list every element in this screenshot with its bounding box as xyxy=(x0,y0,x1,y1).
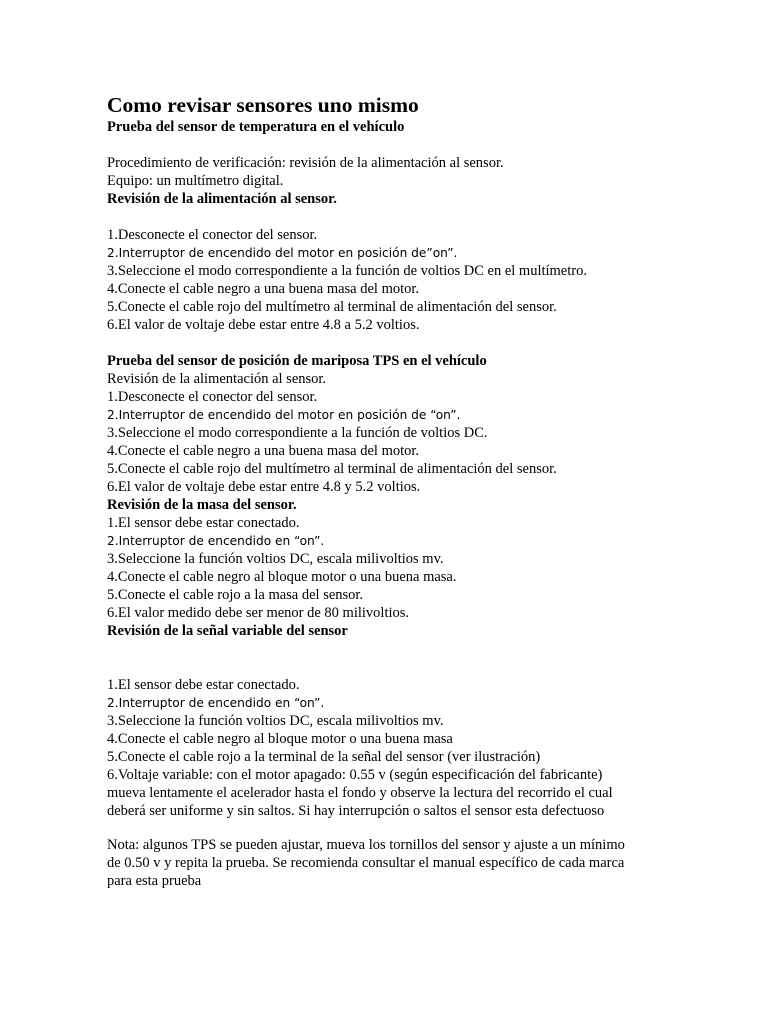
tps-supply-step: 2.Interruptor de encendido del motor en posición de “on”. xyxy=(107,408,461,422)
tps-supply-step: 3.Seleccione el modo correspondiente a la función de voltios DC. xyxy=(107,425,488,441)
ground-step: 5.Conecte el cable rojo a la masa del sensor. xyxy=(107,587,364,603)
temp-step: 5.Conecte el cable rojo del multímetro al terminal de alimentación del sensor. xyxy=(107,299,557,315)
temp-step: 1.Desconecte el conector del sensor. xyxy=(107,227,318,243)
signal-step-6: 6.Voltaje variable: con el motor apagado: 0.55 v (según especificación del fabricante) xyxy=(107,767,603,783)
tps-supply-step: 6.El valor de voltaje debe estar entre 4.8 y 5.2 voltios. xyxy=(107,479,421,495)
procedure-text: Procedimiento de verificación: revisión de la alimentación al sensor. xyxy=(107,155,504,171)
ground-step: 1.El sensor debe estar conectado. xyxy=(107,515,300,531)
signal-heading: Revisión de la señal variable del sensor xyxy=(107,623,348,639)
ground-step: 4.Conecte el cable negro al bloque motor o una buena masa. xyxy=(107,569,457,585)
note-line: Nota: algunos TPS se pueden ajustar, mueva los tornillos del sensor y ajuste a un mínimo xyxy=(107,837,625,853)
signal-step-6: mueva lentamente el acelerador hasta el fondo y observe la lectura del recorrido el cual xyxy=(107,785,613,801)
note-line: de 0.50 v y repita la prueba. Se recomienda consultar el manual específico de cada marca xyxy=(107,855,625,871)
ground-step: 3.Seleccione la función voltios DC, escala milivoltios mv. xyxy=(107,551,444,567)
ground-step: 6.El valor medido debe ser menor de 80 milivoltios. xyxy=(107,605,410,621)
ground-heading: Revisión de la masa del sensor. xyxy=(107,497,297,513)
signal-step: 4.Conecte el cable negro al bloque motor o una buena masa xyxy=(107,731,453,747)
supply-heading: Revisión de la alimentación al sensor. xyxy=(107,191,337,207)
temp-step: 6.El valor de voltaje debe estar entre 4.8 a 5.2 voltios. xyxy=(107,317,420,333)
tps-supply-step: 1.Desconecte el conector del sensor. xyxy=(107,389,318,405)
tps-heading: Prueba del sensor de posición de mariposa TPS en el vehículo xyxy=(107,353,487,369)
signal-step: 3.Seleccione la función voltios DC, escala milivoltios mv. xyxy=(107,713,444,729)
temp-step: 2.Interruptor de encendido del motor en posición de”on”. xyxy=(107,246,458,260)
page-title: Como revisar sensores uno mismo xyxy=(107,93,419,117)
temp-step: 4.Conecte el cable negro a una buena masa del motor. xyxy=(107,281,420,297)
note-line: para esta prueba xyxy=(107,873,202,889)
signal-step: 5.Conecte el cable rojo a la terminal de la señal del sensor (ver ilustración) xyxy=(107,749,541,765)
tps-supply-label: Revisión de la alimentación al sensor. xyxy=(107,371,327,387)
signal-step-6: deberá ser uniforme y sin saltos. Si hay interrupción o saltos el sensor esta defectuoso xyxy=(107,803,605,819)
tps-supply-step: 5.Conecte el cable rojo del multímetro al terminal de alimentación del sensor. xyxy=(107,461,557,477)
ground-step: 2.Interruptor de encendido en “on”. xyxy=(107,534,325,548)
section-subtitle: Prueba del sensor de temperatura en el vehículo xyxy=(107,119,405,135)
equipment-text: Equipo: un multímetro digital. xyxy=(107,173,284,189)
signal-step: 1.El sensor debe estar conectado. xyxy=(107,677,300,693)
tps-supply-step: 4.Conecte el cable negro a una buena masa del motor. xyxy=(107,443,420,459)
document-body xyxy=(107,92,667,890)
signal-step: 2.Interruptor de encendido en “on”. xyxy=(107,696,325,710)
temp-step: 3.Seleccione el modo correspondiente a la función de voltios DC en el multímetro. xyxy=(107,263,587,279)
